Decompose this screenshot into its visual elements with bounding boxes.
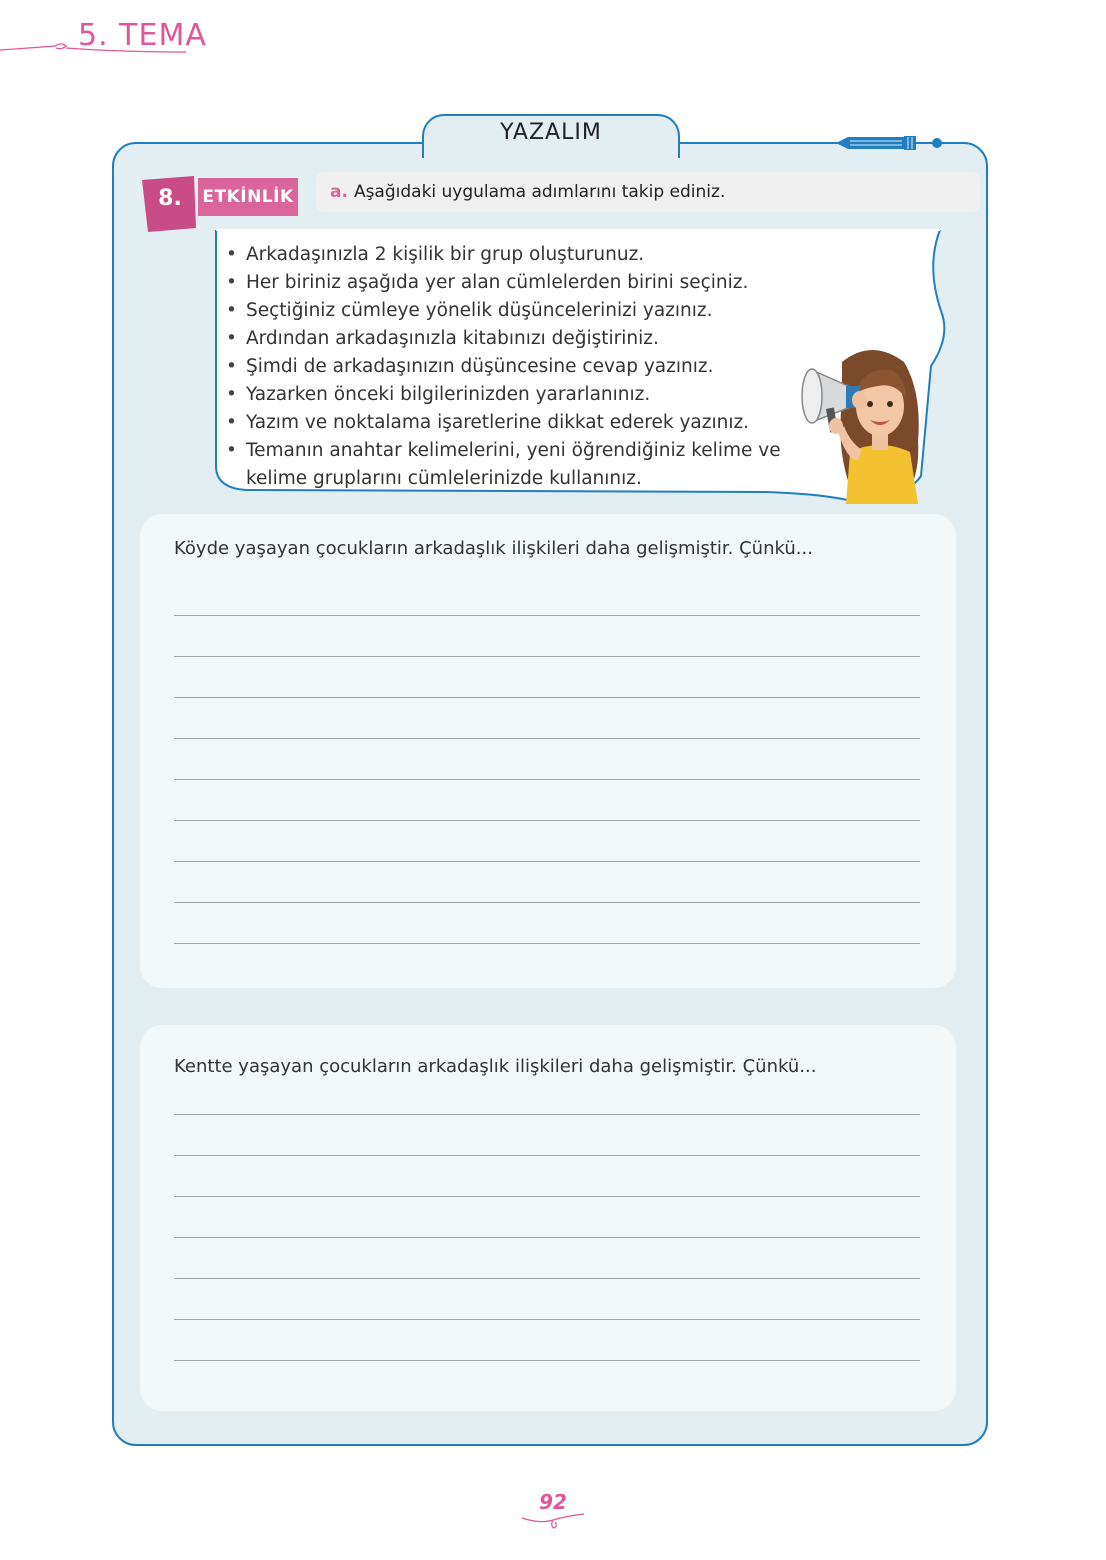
page-number: 92 bbox=[539, 1490, 567, 1514]
step-item: • Arkadaşınızla 2 kişilik bir grup oluşturunuz. bbox=[224, 241, 794, 269]
girl-with-megaphone-illustration bbox=[792, 342, 942, 504]
writing-line[interactable] bbox=[174, 1155, 920, 1156]
prompt-village: Köyde yaşayan çocukların arkadaşlık ilişkileri daha gelişmiştir. Çünkü... bbox=[174, 538, 813, 559]
section-title: YAZALIM bbox=[500, 120, 602, 145]
activity-number: 8. bbox=[158, 186, 182, 211]
step-item: • Seçtiğiniz cümleye yönelik düşüncelerinizi yazınız. bbox=[224, 297, 794, 325]
step-item: • Temanın anahtar kelimelerini, yeni öğrendiğiniz kelime ve kelime gruplarını cümlelerinizde kullanınız. bbox=[224, 437, 794, 493]
pencil-icon bbox=[834, 133, 946, 153]
step-item: • Her biriniz aşağıda yer alan cümlelerden birini seçiniz. bbox=[224, 269, 794, 297]
writing-line[interactable] bbox=[174, 861, 920, 862]
step-item: • Yazım ve noktalama işaretlerine dikkat ederek yazınız. bbox=[224, 409, 794, 437]
steps-list bbox=[224, 241, 794, 493]
theme-underline-decoration bbox=[0, 40, 190, 60]
writing-line[interactable] bbox=[174, 779, 920, 780]
writing-line[interactable] bbox=[174, 738, 920, 739]
writing-card-city bbox=[140, 1025, 956, 1411]
writing-line[interactable] bbox=[174, 902, 920, 903]
step-item: • Yazarken önceki bilgilerinizden yararlanınız. bbox=[224, 381, 794, 409]
activity-label: ETKİNLİK bbox=[198, 178, 298, 216]
theme-title: 5. TEMA bbox=[78, 18, 207, 53]
writing-line[interactable] bbox=[174, 1196, 920, 1197]
writing-line[interactable] bbox=[174, 1360, 920, 1361]
writing-line[interactable] bbox=[174, 943, 920, 944]
writing-line[interactable] bbox=[174, 1278, 920, 1279]
writing-line[interactable] bbox=[174, 697, 920, 698]
prompt-city: Kentte yaşayan çocukların arkadaşlık ilişkileri daha gelişmiştir. Çünkü... bbox=[174, 1056, 817, 1077]
instruction-bar bbox=[316, 172, 980, 212]
step-item: • Ardından arkadaşınızla kitabınızı değiştiriniz. bbox=[224, 325, 794, 353]
writing-card-village bbox=[140, 514, 956, 988]
writing-line[interactable] bbox=[174, 615, 920, 616]
writing-line[interactable] bbox=[174, 1237, 920, 1238]
writing-line[interactable] bbox=[174, 1114, 920, 1115]
step-item: • Şimdi de arkadaşınızın düşüncesine cevap yazınız. bbox=[224, 353, 794, 381]
writing-line[interactable] bbox=[174, 656, 920, 657]
writing-line[interactable] bbox=[174, 820, 920, 821]
writing-line[interactable] bbox=[174, 1319, 920, 1320]
instruction-letter: a. bbox=[330, 182, 348, 202]
instruction-text: Aşağıdaki uygulama adımlarını takip ediniz. bbox=[353, 182, 726, 202]
page-number-underline-decoration bbox=[520, 1512, 586, 1530]
